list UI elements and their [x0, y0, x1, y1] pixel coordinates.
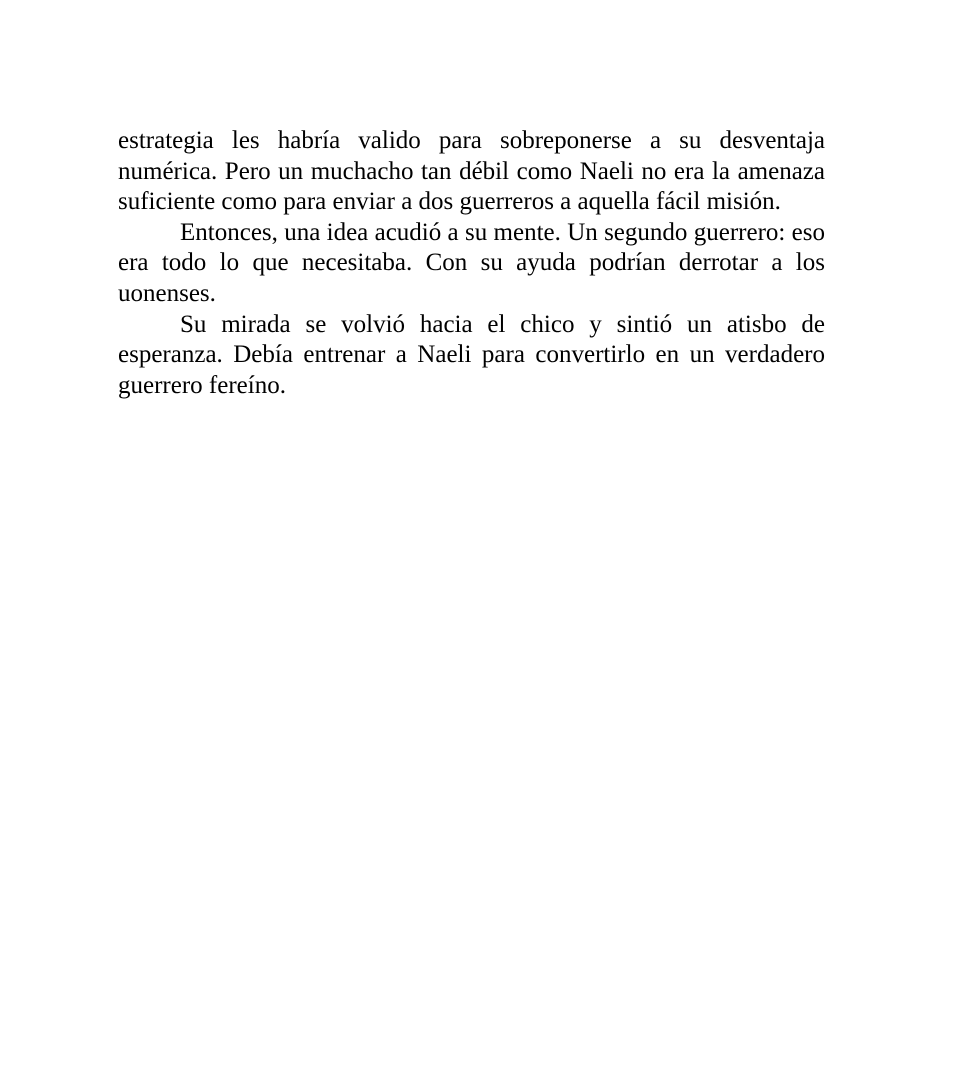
- paragraph-hope: Su mirada se volvió hacia el chico y sintió un atisbo de esperanza. Debía entrenar a Naeli para convertirlo en un verdadero guerrero fereíno.: [118, 310, 825, 399]
- body-text: [118, 126, 825, 401]
- paragraph-idea: Entonces, una idea acudió a su mente. Un segundo guerrero: eso era todo lo que necesitaba. Con su ayuda podrían derrotar a los uonenses.: [118, 218, 825, 307]
- paragraph-continuation: estrategia les habría valido para sobreponerse a su desventaja numérica. Pero un muchacho tan débil como Naeli no era la amenaza suficiente como para enviar a dos guerreros a aquella fácil misión.: [118, 127, 825, 216]
